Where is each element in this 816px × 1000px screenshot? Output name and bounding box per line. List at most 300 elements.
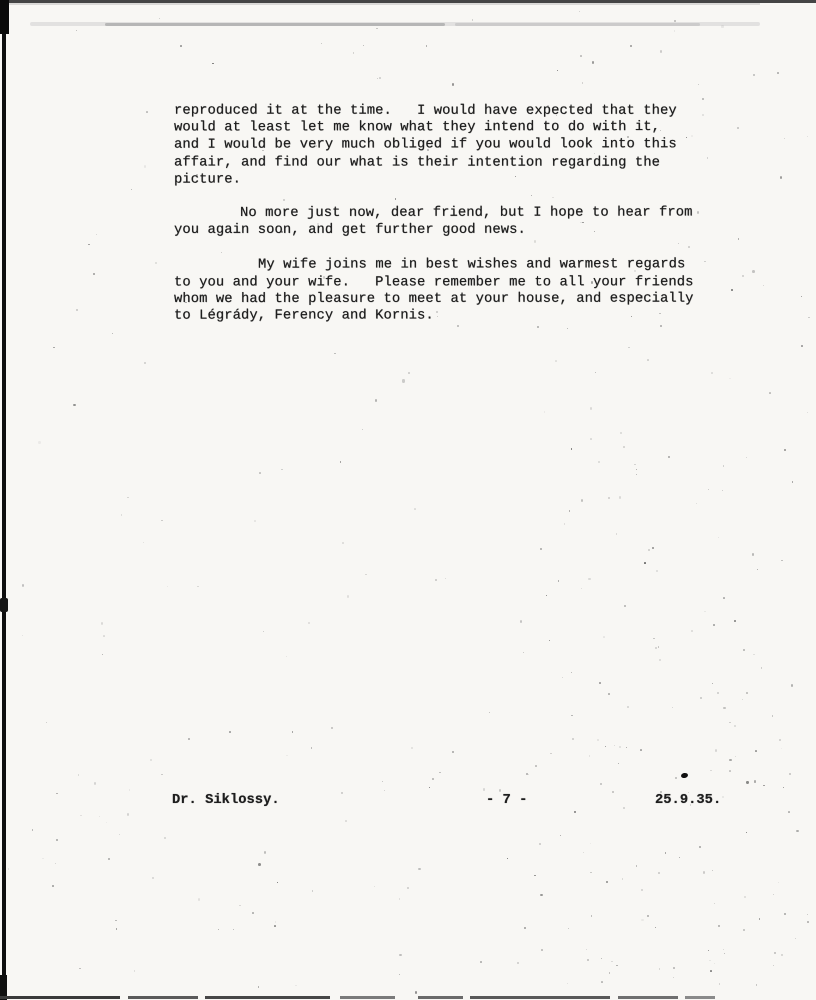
letter-line: and I would be very much obliged if you would look into this (173, 137, 677, 154)
noise-speck (611, 961, 613, 962)
bottom-dash-segment (418, 996, 463, 999)
noise-speck (546, 595, 548, 597)
noise-speck (640, 749, 642, 751)
noise-speck (353, 52, 355, 54)
noise-speck (94, 782, 96, 785)
noise-speck (714, 963, 715, 964)
noise-speck (517, 962, 519, 964)
noise-speck (781, 954, 783, 956)
noise-speck (379, 77, 381, 79)
letter-line: to you and your wife. Please remember me to all your friends (173, 275, 694, 291)
noise-speck (743, 929, 745, 931)
noise-speck (622, 878, 623, 879)
noise-speck (161, 774, 163, 775)
noise-speck (658, 872, 660, 874)
bottom-dash-segment (0, 996, 120, 999)
noise-speck (582, 82, 583, 83)
noise-speck (99, 816, 100, 817)
noise-speck (432, 778, 434, 779)
noise-speck (507, 858, 508, 859)
scan-artifact-bottom-dashes (0, 996, 816, 999)
noise-speck (108, 858, 110, 860)
letter-line: you again soon, and get further good news. (173, 223, 526, 239)
noise-speck (660, 50, 662, 53)
letter-line: picture. (173, 172, 242, 188)
noise-speck (608, 693, 610, 695)
noise-speck (472, 19, 473, 20)
noise-speck (779, 739, 781, 741)
noise-speck (42, 858, 43, 859)
noise-speck (568, 928, 569, 929)
noise-speck (80, 815, 82, 817)
noise-speck (656, 570, 658, 572)
noise-speck (102, 654, 103, 655)
noise-speck (121, 514, 122, 515)
noise-speck (53, 347, 54, 348)
noise-speck (753, 74, 755, 77)
noise-speck (763, 285, 764, 286)
noise-speck (699, 846, 701, 848)
noise-speck (164, 837, 166, 839)
noise-speck (616, 965, 618, 967)
noise-speck (742, 699, 743, 700)
noise-speck (702, 98, 703, 100)
noise-speck (668, 456, 670, 458)
noise-speck (746, 781, 748, 783)
noise-speck (788, 811, 790, 813)
noise-speck (96, 234, 97, 235)
noise-speck (312, 890, 314, 892)
noise-speck (452, 83, 454, 86)
noise-speck (407, 887, 409, 888)
noise-speck (569, 510, 571, 512)
noise-speck (628, 347, 629, 348)
noise-speck (700, 697, 702, 699)
noise-speck (704, 261, 705, 262)
noise-speck (672, 707, 673, 708)
noise-speck (524, 927, 526, 929)
noise-speck (259, 472, 261, 474)
noise-speck (627, 706, 629, 708)
noise-speck (722, 796, 723, 797)
noise-speck (258, 986, 259, 987)
noise-speck (342, 542, 344, 544)
noise-speck (402, 379, 404, 382)
noise-speck (159, 18, 160, 19)
noise-speck (609, 972, 610, 973)
noise-speck (550, 753, 552, 755)
noise-speck (784, 138, 785, 139)
noise-speck (581, 588, 582, 589)
scan-artifact-left-nub (0, 598, 8, 612)
noise-speck (634, 464, 636, 466)
noise-speck (76, 309, 78, 310)
noise-speck (735, 756, 736, 757)
noise-speck (167, 586, 168, 587)
noise-speck (620, 432, 622, 434)
noise-speck (76, 30, 77, 31)
noise-speck (146, 111, 148, 113)
noise-speck (590, 407, 592, 410)
noise-speck (712, 683, 713, 684)
noise-speck (808, 317, 810, 318)
noise-speck (658, 646, 659, 647)
noise-speck (32, 829, 34, 831)
noise-speck (275, 921, 276, 922)
letter-line: No more just now, dear friend, but I hope to hear from (239, 205, 693, 222)
noise-speck (763, 785, 764, 786)
noise-speck (56, 839, 58, 841)
noise-speck (321, 43, 322, 44)
noise-speck (549, 640, 550, 641)
noise-speck (571, 672, 572, 673)
noise-speck (754, 780, 756, 782)
noise-speck (756, 984, 758, 986)
noise-speck (784, 913, 786, 915)
noise-speck (233, 929, 234, 930)
scan-artifact-ink-dot (681, 772, 689, 778)
noise-speck (583, 852, 584, 853)
noise-speck (574, 811, 576, 813)
noise-speck (560, 835, 561, 836)
noise-speck (119, 834, 120, 835)
noise-speck (38, 441, 40, 444)
noise-speck (718, 537, 719, 538)
noise-speck (567, 983, 568, 984)
noise-speck (624, 605, 626, 608)
bottom-dash-segment (340, 996, 395, 999)
noise-speck (264, 851, 266, 853)
noise-speck (743, 649, 745, 651)
noise-speck (655, 647, 657, 649)
noise-speck (719, 983, 720, 985)
noise-speck (22, 584, 24, 587)
noise-speck (311, 747, 313, 749)
noise-speck (724, 953, 725, 954)
noise-speck (439, 772, 441, 773)
noise-speck (376, 28, 377, 29)
noise-speck (557, 70, 559, 71)
noise-speck (308, 622, 310, 624)
noise-speck (341, 792, 343, 793)
noise-speck (252, 912, 254, 914)
noise-speck (88, 244, 90, 246)
noise-speck (415, 991, 417, 994)
noise-speck (807, 412, 808, 414)
noise-speck (544, 411, 546, 413)
noise-speck (347, 595, 349, 597)
noise-speck (752, 270, 754, 273)
bottom-dash-segment (685, 996, 715, 999)
noise-speck (399, 954, 401, 956)
noise-speck (597, 739, 599, 741)
noise-speck (623, 807, 625, 809)
noise-speck (197, 586, 198, 587)
noise-speck (134, 970, 135, 972)
noise-speck (712, 870, 713, 871)
noise-speck (707, 157, 708, 158)
noise-speck (539, 843, 541, 844)
noise-speck (655, 927, 656, 928)
noise-speck (777, 72, 779, 74)
noise-speck (345, 820, 347, 822)
noise-speck (710, 770, 712, 772)
noise-speck (150, 759, 152, 761)
noise-speck (784, 449, 786, 451)
noise-speck (429, 787, 430, 788)
letter-line: whom we had the pleasure to meet at your house, and especially (173, 291, 694, 308)
noise-speck (605, 746, 606, 747)
noise-speck (715, 749, 717, 752)
noise-speck (714, 903, 715, 904)
noise-speck (155, 262, 157, 265)
noise-speck (647, 915, 649, 917)
noise-speck (188, 738, 190, 740)
noise-speck (781, 560, 783, 562)
noise-speck (555, 360, 557, 362)
noise-speck (590, 438, 592, 440)
noise-speck (445, 578, 446, 579)
noise-speck (623, 446, 625, 448)
noise-speck (738, 238, 739, 239)
noise-speck (277, 882, 278, 883)
noise-speck (630, 45, 632, 48)
noise-speck (144, 165, 146, 168)
noise-speck (144, 362, 146, 364)
noise-speck (729, 770, 731, 772)
noise-speck (711, 372, 713, 374)
noise-speck (773, 894, 774, 895)
noise-speck (801, 296, 802, 297)
bottom-dash-segment (205, 996, 330, 999)
noise-speck (78, 774, 79, 776)
paragraph-3 (174, 257, 694, 326)
noise-speck (778, 882, 779, 883)
noise-speck (792, 481, 794, 483)
bottom-dash-segment (470, 996, 610, 999)
noise-speck (598, 461, 600, 463)
noise-speck (589, 755, 590, 756)
noise-speck (648, 549, 650, 550)
noise-speck (742, 275, 744, 276)
noise-speck (755, 750, 757, 752)
footer-author: Dr. Siklossy. (172, 793, 280, 808)
noise-speck (564, 523, 565, 525)
noise-speck (93, 273, 95, 275)
noise-speck (571, 448, 572, 450)
noise-speck (115, 920, 116, 921)
noise-speck (791, 684, 793, 686)
noise-speck (435, 579, 437, 582)
noise-speck (106, 822, 107, 823)
noise-speck (717, 692, 719, 694)
noise-speck (723, 949, 725, 950)
noise-speck (731, 289, 733, 290)
noise-speck (258, 863, 260, 866)
noise-speck (659, 968, 660, 969)
noise-speck (362, 429, 363, 431)
noise-speck (143, 542, 144, 543)
noise-speck (723, 597, 725, 599)
noise-speck (608, 497, 610, 499)
noise-speck (781, 748, 782, 749)
noise-speck (708, 950, 709, 951)
noise-speck (795, 938, 796, 939)
noise-speck (116, 928, 117, 930)
noise-speck (590, 843, 592, 845)
noise-speck (281, 469, 283, 471)
noise-speck (55, 863, 56, 864)
noise-speck (595, 372, 596, 373)
noise-speck (614, 745, 615, 746)
noise-speck (807, 136, 809, 138)
noise-speck (581, 499, 583, 502)
noise-speck (331, 727, 333, 728)
noise-speck (579, 11, 580, 12)
noise-speck (374, 886, 375, 887)
noise-speck (774, 952, 776, 953)
noise-speck (590, 872, 592, 873)
scan-artifact-left-corner-blob (0, 0, 9, 34)
noise-speck (274, 925, 276, 927)
noise-speck (737, 127, 739, 128)
noise-speck (534, 875, 535, 876)
noise-speck (673, 967, 675, 969)
noise-speck (426, 45, 427, 47)
noise-speck (540, 548, 542, 550)
noise-speck (718, 925, 720, 926)
noise-speck (703, 871, 705, 874)
letter-body (174, 102, 694, 326)
noise-speck (636, 474, 637, 475)
noise-speck (399, 974, 400, 975)
noise-speck (535, 765, 537, 767)
noise-speck (520, 620, 522, 623)
noise-speck (722, 490, 723, 492)
noise-speck (679, 857, 680, 858)
noise-speck (807, 921, 809, 923)
noise-speck (636, 865, 637, 867)
noise-speck (729, 759, 731, 761)
noise-speck (626, 747, 627, 749)
noise-speck (365, 574, 367, 576)
noise-speck (801, 345, 803, 347)
noise-speck (8, 868, 9, 869)
noise-speck (709, 960, 710, 961)
noise-speck (601, 958, 602, 959)
noise-speck (761, 667, 762, 669)
noise-speck (746, 692, 747, 693)
noise-speck (340, 461, 341, 462)
noise-speck (587, 959, 589, 961)
noise-speck (292, 731, 293, 733)
noise-speck (586, 949, 587, 950)
noise-speck (734, 725, 736, 727)
noise-speck (697, 211, 699, 213)
noise-speck (152, 877, 154, 878)
letter-line: affair, and find our what is their intention regarding the (173, 155, 661, 171)
noise-speck (254, 520, 256, 522)
noise-speck (572, 738, 574, 740)
scan-artifact-smear-mid (455, 23, 700, 26)
noise-speck (540, 894, 542, 896)
noise-speck (708, 489, 709, 490)
noise-speck (528, 774, 529, 775)
noise-speck (489, 712, 491, 713)
noise-speck (239, 905, 241, 907)
noise-speck (414, 508, 416, 510)
noise-speck (523, 652, 524, 653)
noise-speck (375, 399, 377, 401)
noise-speck (22, 635, 23, 636)
noise-speck (286, 755, 288, 757)
noise-speck (571, 715, 573, 717)
noise-speck (480, 961, 482, 963)
noise-speck (537, 326, 539, 328)
noise-speck (729, 722, 731, 724)
noise-speck (753, 654, 754, 656)
footer-date: 25.9.35. (655, 793, 722, 808)
noise-speck (723, 707, 725, 709)
noise-speck (789, 773, 791, 775)
noise-speck (636, 469, 637, 470)
noise-speck (399, 898, 400, 899)
noise-speck (704, 611, 706, 613)
noise-speck (675, 777, 677, 779)
noise-speck (618, 763, 619, 764)
noise-speck (713, 624, 715, 626)
noise-speck (112, 333, 113, 334)
noise-speck (483, 788, 485, 790)
noise-speck (702, 114, 704, 116)
noise-speck (180, 45, 182, 47)
letter-line: would at least let me know what they intend to do with it, (173, 120, 661, 136)
noise-speck (562, 677, 563, 678)
noise-speck (56, 793, 57, 794)
noise-speck (698, 84, 699, 85)
noise-speck (729, 378, 731, 379)
noise-speck (659, 659, 660, 660)
noise-speck (334, 353, 335, 354)
noise-speck (673, 977, 674, 978)
noise-speck (644, 562, 646, 564)
footer-page-number: - 7 - (486, 793, 528, 808)
noise-speck (773, 965, 774, 966)
letter-line: to Légrády, Ferency and Kornis. (173, 308, 434, 325)
noise-speck (772, 715, 774, 717)
noise-speck (746, 457, 747, 458)
noise-speck (746, 832, 748, 833)
noise-speck (457, 325, 459, 327)
bottom-dash-segment (128, 996, 198, 999)
noise-speck (101, 622, 103, 624)
noise-speck (79, 968, 80, 970)
noise-speck (526, 773, 528, 774)
noise-speck (734, 620, 736, 622)
noise-speck (600, 783, 602, 785)
noise-speck (757, 569, 758, 570)
noise-speck (721, 25, 723, 28)
noise-speck (295, 985, 297, 986)
noise-speck (229, 731, 231, 733)
noise-speck (807, 914, 808, 915)
noise-speck (665, 852, 666, 854)
noise-speck (131, 189, 132, 190)
noise-speck (619, 496, 621, 498)
noise-speck (723, 465, 725, 467)
noise-speck (696, 503, 697, 504)
noise-speck (674, 30, 675, 31)
